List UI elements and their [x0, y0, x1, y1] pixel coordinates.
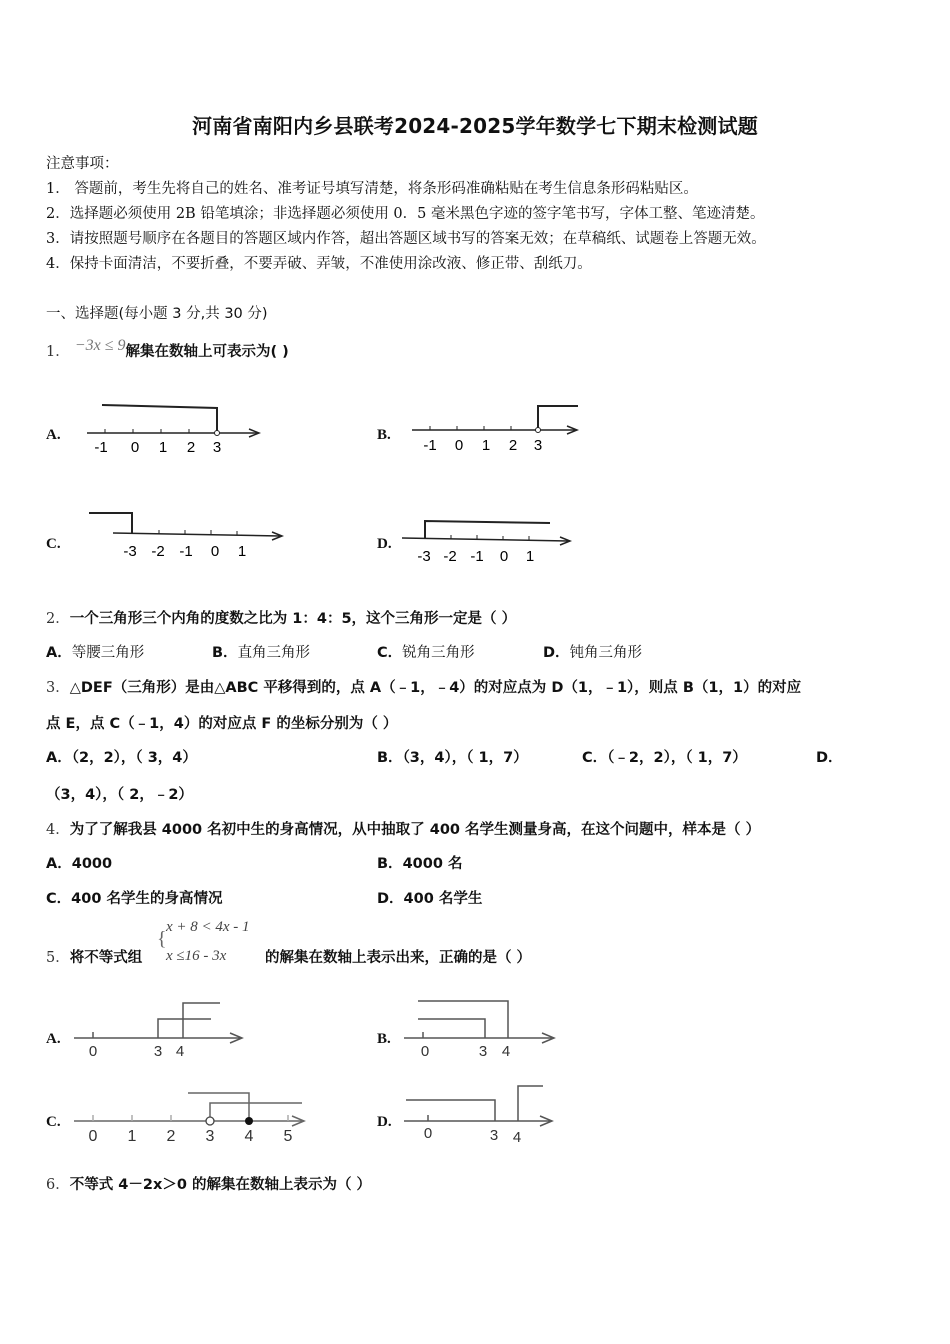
brace-icon: { — [157, 928, 167, 950]
svg-text:1: 1 — [525, 548, 535, 565]
question-6 — [46, 1173, 371, 1194]
option-b-label: B. — [377, 427, 391, 443]
q5-number-line-c — [70, 1085, 310, 1145]
inequality-2: x ≤16 - 3x — [166, 948, 227, 964]
question-5-suffix: 的解集在数轴上表示出来，正确的是（ ） — [265, 950, 532, 966]
question-prefix: 将不等式组 — [69, 950, 143, 966]
svg-text:0: 0 — [130, 439, 140, 456]
number-line-option-c — [85, 508, 290, 566]
inequality-expression: −3x ≤ 9 — [74, 337, 126, 354]
question-number: 5． — [46, 950, 70, 966]
q3-option-b[interactable]: B．（3，4），（ 1，7） — [377, 750, 528, 766]
svg-text:2: 2 — [166, 1128, 176, 1145]
q2-option-c[interactable]: C．锐角三角形 — [377, 645, 475, 661]
notice-heading: 注意事项： — [46, 156, 119, 172]
question-text: 不等式 4－2x＞0 的解集在数轴上表示为（ ） — [69, 1177, 371, 1193]
question-number: 6． — [46, 1177, 70, 1193]
q5-number-line-b — [400, 995, 560, 1060]
svg-text:4: 4 — [175, 1043, 185, 1060]
question-text: 解集在数轴上可表示为( ) — [125, 344, 289, 360]
q3-option-d-text[interactable]: （3，4），（ 2，﹣2） — [46, 787, 193, 803]
q4-option-c[interactable]: C．400 名学生的身高情况 — [46, 891, 223, 907]
number-line-option-b — [410, 400, 585, 458]
option-d-label: D. — [377, 536, 392, 552]
q2-option-a[interactable]: A．等腰三角形 — [46, 645, 145, 661]
q4-option-a[interactable]: A．4000 — [46, 856, 113, 872]
svg-text:3: 3 — [533, 437, 543, 454]
svg-text:5: 5 — [283, 1128, 293, 1145]
svg-text:3: 3 — [212, 439, 222, 456]
svg-text:3: 3 — [489, 1127, 499, 1144]
svg-text:-1: -1 — [179, 543, 193, 560]
question-number: 2． — [46, 611, 70, 627]
svg-text:-3: -3 — [123, 543, 137, 560]
svg-text:-3: -3 — [417, 548, 431, 565]
question-text: 为了了解我县 4000 名初中生的身高情况，从中抽取了 400 名学生测量身高，在这个问题中，样本是（ ） — [69, 822, 761, 838]
svg-text:2: 2 — [508, 437, 518, 454]
q3-option-c[interactable]: C．（﹣2，2），（ 1，7） — [582, 750, 747, 766]
svg-text:0: 0 — [499, 548, 509, 565]
svg-text:0: 0 — [423, 1125, 433, 1142]
svg-text:1: 1 — [237, 543, 247, 560]
page-title: 河南省南阳内乡县联考2024-2025学年数学七下期末检测试题 — [192, 114, 758, 138]
q5-option-d-label: D. — [377, 1114, 392, 1130]
svg-text:0: 0 — [88, 1043, 98, 1060]
svg-text:4: 4 — [244, 1128, 254, 1145]
q2-option-d[interactable]: D．钝角三角形 — [543, 645, 643, 661]
option-a-label: A. — [46, 427, 61, 443]
inequality-1: x + 8 < 4x - 1 — [166, 919, 250, 935]
q4-option-b[interactable]: B．4000 名 — [377, 856, 463, 872]
q5-number-line-a — [70, 998, 250, 1063]
svg-text:3: 3 — [478, 1043, 488, 1060]
option-c-label: C. — [46, 536, 61, 552]
svg-text:4: 4 — [501, 1043, 511, 1060]
svg-text:4: 4 — [512, 1129, 522, 1145]
svg-text:-1: -1 — [470, 548, 484, 565]
svg-text:0: 0 — [454, 437, 464, 454]
svg-text:3: 3 — [153, 1043, 163, 1060]
svg-text:0: 0 — [210, 543, 220, 560]
q5-option-b-label: B. — [377, 1031, 391, 1047]
svg-text:1: 1 — [158, 439, 168, 456]
question-4 — [46, 818, 760, 839]
q5-option-a-label: A. — [46, 1031, 61, 1047]
number-line-option-a — [85, 400, 270, 458]
q2-option-b[interactable]: B．直角三角形 — [212, 645, 311, 661]
svg-text:1: 1 — [481, 437, 491, 454]
notice-item-3: 3．请按照题号顺序在各题目的答题区域内作答，超出答题区域书写的答案无效；在草稿纸、试题卷上答题无效。 — [46, 231, 766, 247]
q3-option-a[interactable]: A．（2，2），（ 3，4） — [46, 750, 197, 766]
number-line-option-d — [400, 508, 580, 566]
svg-text:3: 3 — [205, 1128, 215, 1145]
svg-text:0: 0 — [88, 1128, 98, 1145]
question-number: 4． — [46, 822, 70, 838]
question-5 — [46, 946, 142, 967]
q3-option-d-label[interactable]: D． — [816, 750, 843, 766]
question-1 — [46, 337, 289, 361]
svg-text:1: 1 — [127, 1128, 137, 1145]
question-text: 一个三角形三个内角的度数之比为 1：4：5，这个三角形一定是（ ） — [69, 611, 517, 627]
question-3-line2: 点 E，点 C（﹣1，4）的对应点 F 的坐标分别为（ ） — [46, 716, 398, 732]
svg-text:-1: -1 — [94, 439, 108, 456]
q5-number-line-d — [400, 1080, 560, 1145]
question-2 — [46, 607, 516, 628]
svg-text:-2: -2 — [443, 548, 457, 565]
notice-item-4: 4．保持卡面清洁，不要折叠，不要弄破、弄皱，不准使用涂改液、修正带、刮纸刀。 — [46, 256, 592, 272]
question-3 — [46, 676, 801, 697]
question-number: 3． — [46, 680, 70, 696]
question-number: 1． — [46, 344, 70, 360]
notice-item-1: 1． 答题前，考生先将自己的姓名、准考证号填写清楚，将条形码准确粘贴在考生信息条形码粘贴区。 — [46, 181, 698, 197]
q5-option-c-label: C. — [46, 1114, 61, 1130]
svg-text:0: 0 — [420, 1043, 430, 1060]
svg-text:2: 2 — [186, 439, 196, 456]
q4-option-d[interactable]: D．400 名学生 — [377, 891, 483, 907]
section-heading: 一、选择题(每小题 3 分,共 30 分) — [46, 306, 268, 322]
question-text-line1: △DEF（三角形）是由△ABC 平移得到的，点 A（﹣1，﹣4）的对应点为 D（1，﹣1），则点 B（1，1）的对应 — [69, 680, 802, 696]
svg-text:-2: -2 — [151, 543, 165, 560]
svg-text:-1: -1 — [423, 437, 437, 454]
notice-item-2: 2．选择题必须使用 2B 铅笔填涂；非选择题必须使用 0．5 毫米黑色字迹的签字笔书写，字体工整、笔迹清楚。 — [46, 206, 765, 222]
